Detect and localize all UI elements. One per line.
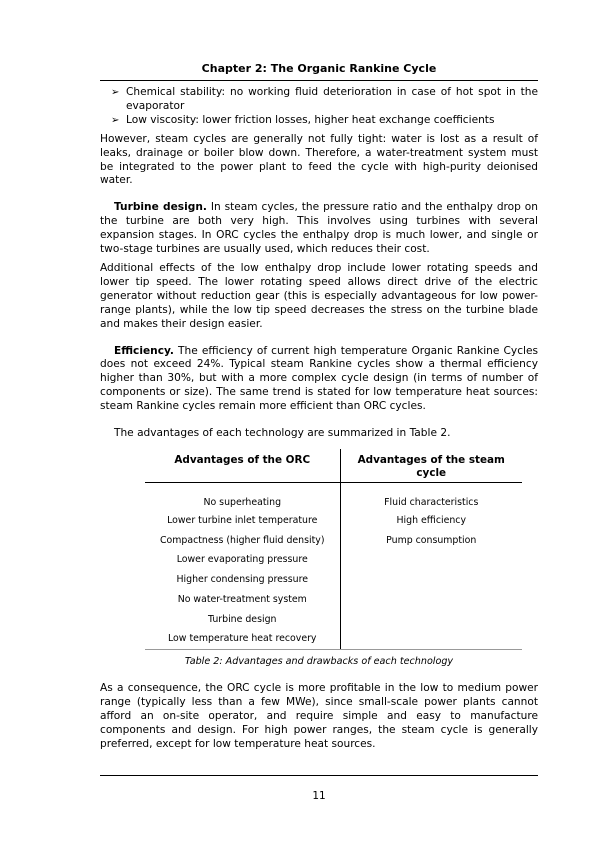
arrow-bullet-icon: ➢ xyxy=(111,114,120,126)
table-row xyxy=(145,531,522,551)
list-item xyxy=(111,114,538,128)
paragraph-efficiency xyxy=(100,345,538,415)
table-cell xyxy=(340,570,522,590)
list-item xyxy=(111,86,538,114)
table-cell xyxy=(340,610,522,630)
bullet-text: Low viscosity: lower friction losses, higher heat exchange coefficients xyxy=(126,113,495,126)
page-body xyxy=(100,86,538,751)
table-row xyxy=(145,551,522,571)
table-caption: Table 2: Advantages and drawbacks of each technology xyxy=(184,656,454,668)
table-cell: Low temperature heat recovery xyxy=(145,630,340,650)
table-row xyxy=(145,610,522,630)
bullet-list xyxy=(111,86,538,128)
table-cell: Fluid characteristics xyxy=(384,497,479,509)
table-header-orc: Advantages of the ORC xyxy=(145,449,340,483)
table-cell xyxy=(340,551,522,571)
paragraph-text: In steam cycles, the pressure ratio and the enthalpy drop on the turbine are both very high. This involves using turbines with several expansion stages. In ORC cycles the enthalpy drop is much lower, and single or two-stage turbines are usually used, which reduces their cost. xyxy=(100,201,539,256)
table-cell: Lower turbine inlet temperature xyxy=(145,511,340,531)
table-row xyxy=(145,483,522,511)
bullet-text: Chemical stability: no working fluid deterioration in case of hot spot in the evaporator xyxy=(126,86,538,112)
table-cell: Pump consumption xyxy=(386,534,477,546)
table-cell: Compactness (higher fluid density) xyxy=(145,531,340,551)
table-row xyxy=(145,590,522,610)
paragraph-text: The efficiency of current high temperature Organic Rankine Cycles does not exceed 24%. Typical steam Rankine cycles show a thermal efficiency higher than 30%, but with a more complex cycle design (in terms of number of components or size). The same trend is stated for low temperature heat sources: steam Rankine cycles remain more efficient than ORC cycles. xyxy=(100,344,538,413)
table-header-steam: Advantages of the steam cycle xyxy=(340,449,522,483)
table-cell: Higher condensing pressure xyxy=(145,570,340,590)
table-row xyxy=(145,570,522,590)
table-cell: No water-treatment system xyxy=(145,590,340,610)
table-row xyxy=(145,630,522,650)
section-heading-efficiency: Efficiency. xyxy=(114,344,174,357)
footer-rule xyxy=(100,775,538,776)
advantages-table xyxy=(145,449,522,650)
table-cell xyxy=(340,590,522,610)
table-cell xyxy=(340,630,522,650)
paragraph-consequence: As a consequence, the ORC cycle is more profitable in the low to medium power range (typically less than a few MWe), since small-scale power plants cannot afford an on-site operator, and require simple and easy to manufacture components and design. For high power ranges, the steam cycle is generally preferred, except for low temperature heat sources. xyxy=(100,681,538,750)
paragraph-water-treatment: However, steam cycles are generally not fully tight: water is lost as a result of leaks, drainage or boiler blow down. Therefore, a water-treatment system must be integrated to the power plant to feed the cycle with high-purity deionised water. xyxy=(100,132,538,187)
table-header-row xyxy=(145,449,522,483)
page-number: 11 xyxy=(312,790,326,802)
table-cell: High efficiency xyxy=(396,514,467,526)
table-cell: Turbine design xyxy=(145,610,340,630)
running-header: Chapter 2: The Organic Rankine Cycle xyxy=(201,62,437,75)
paragraph-turbine-design xyxy=(100,201,538,257)
table-row xyxy=(145,511,522,531)
table-cell: No superheating xyxy=(145,483,340,511)
arrow-bullet-icon: ➢ xyxy=(111,87,120,98)
table-cell: Lower evaporating pressure xyxy=(145,551,340,571)
header-rule xyxy=(100,80,538,81)
section-heading-turbine: Turbine design. xyxy=(114,201,207,214)
paragraph-enthalpy: Additional effects of the low enthalpy drop include lower rotating speeds and lower tip speed. The lower rotating speed allows direct drive of the electric generator without reduction gear (this is especially advantageous for low power-range plants), while the low tip speed decreases the stress on the turbine blade and makes their design easier. xyxy=(100,261,538,330)
paragraph-summary: The advantages of each technology are summarized in Table 2. xyxy=(114,427,451,440)
